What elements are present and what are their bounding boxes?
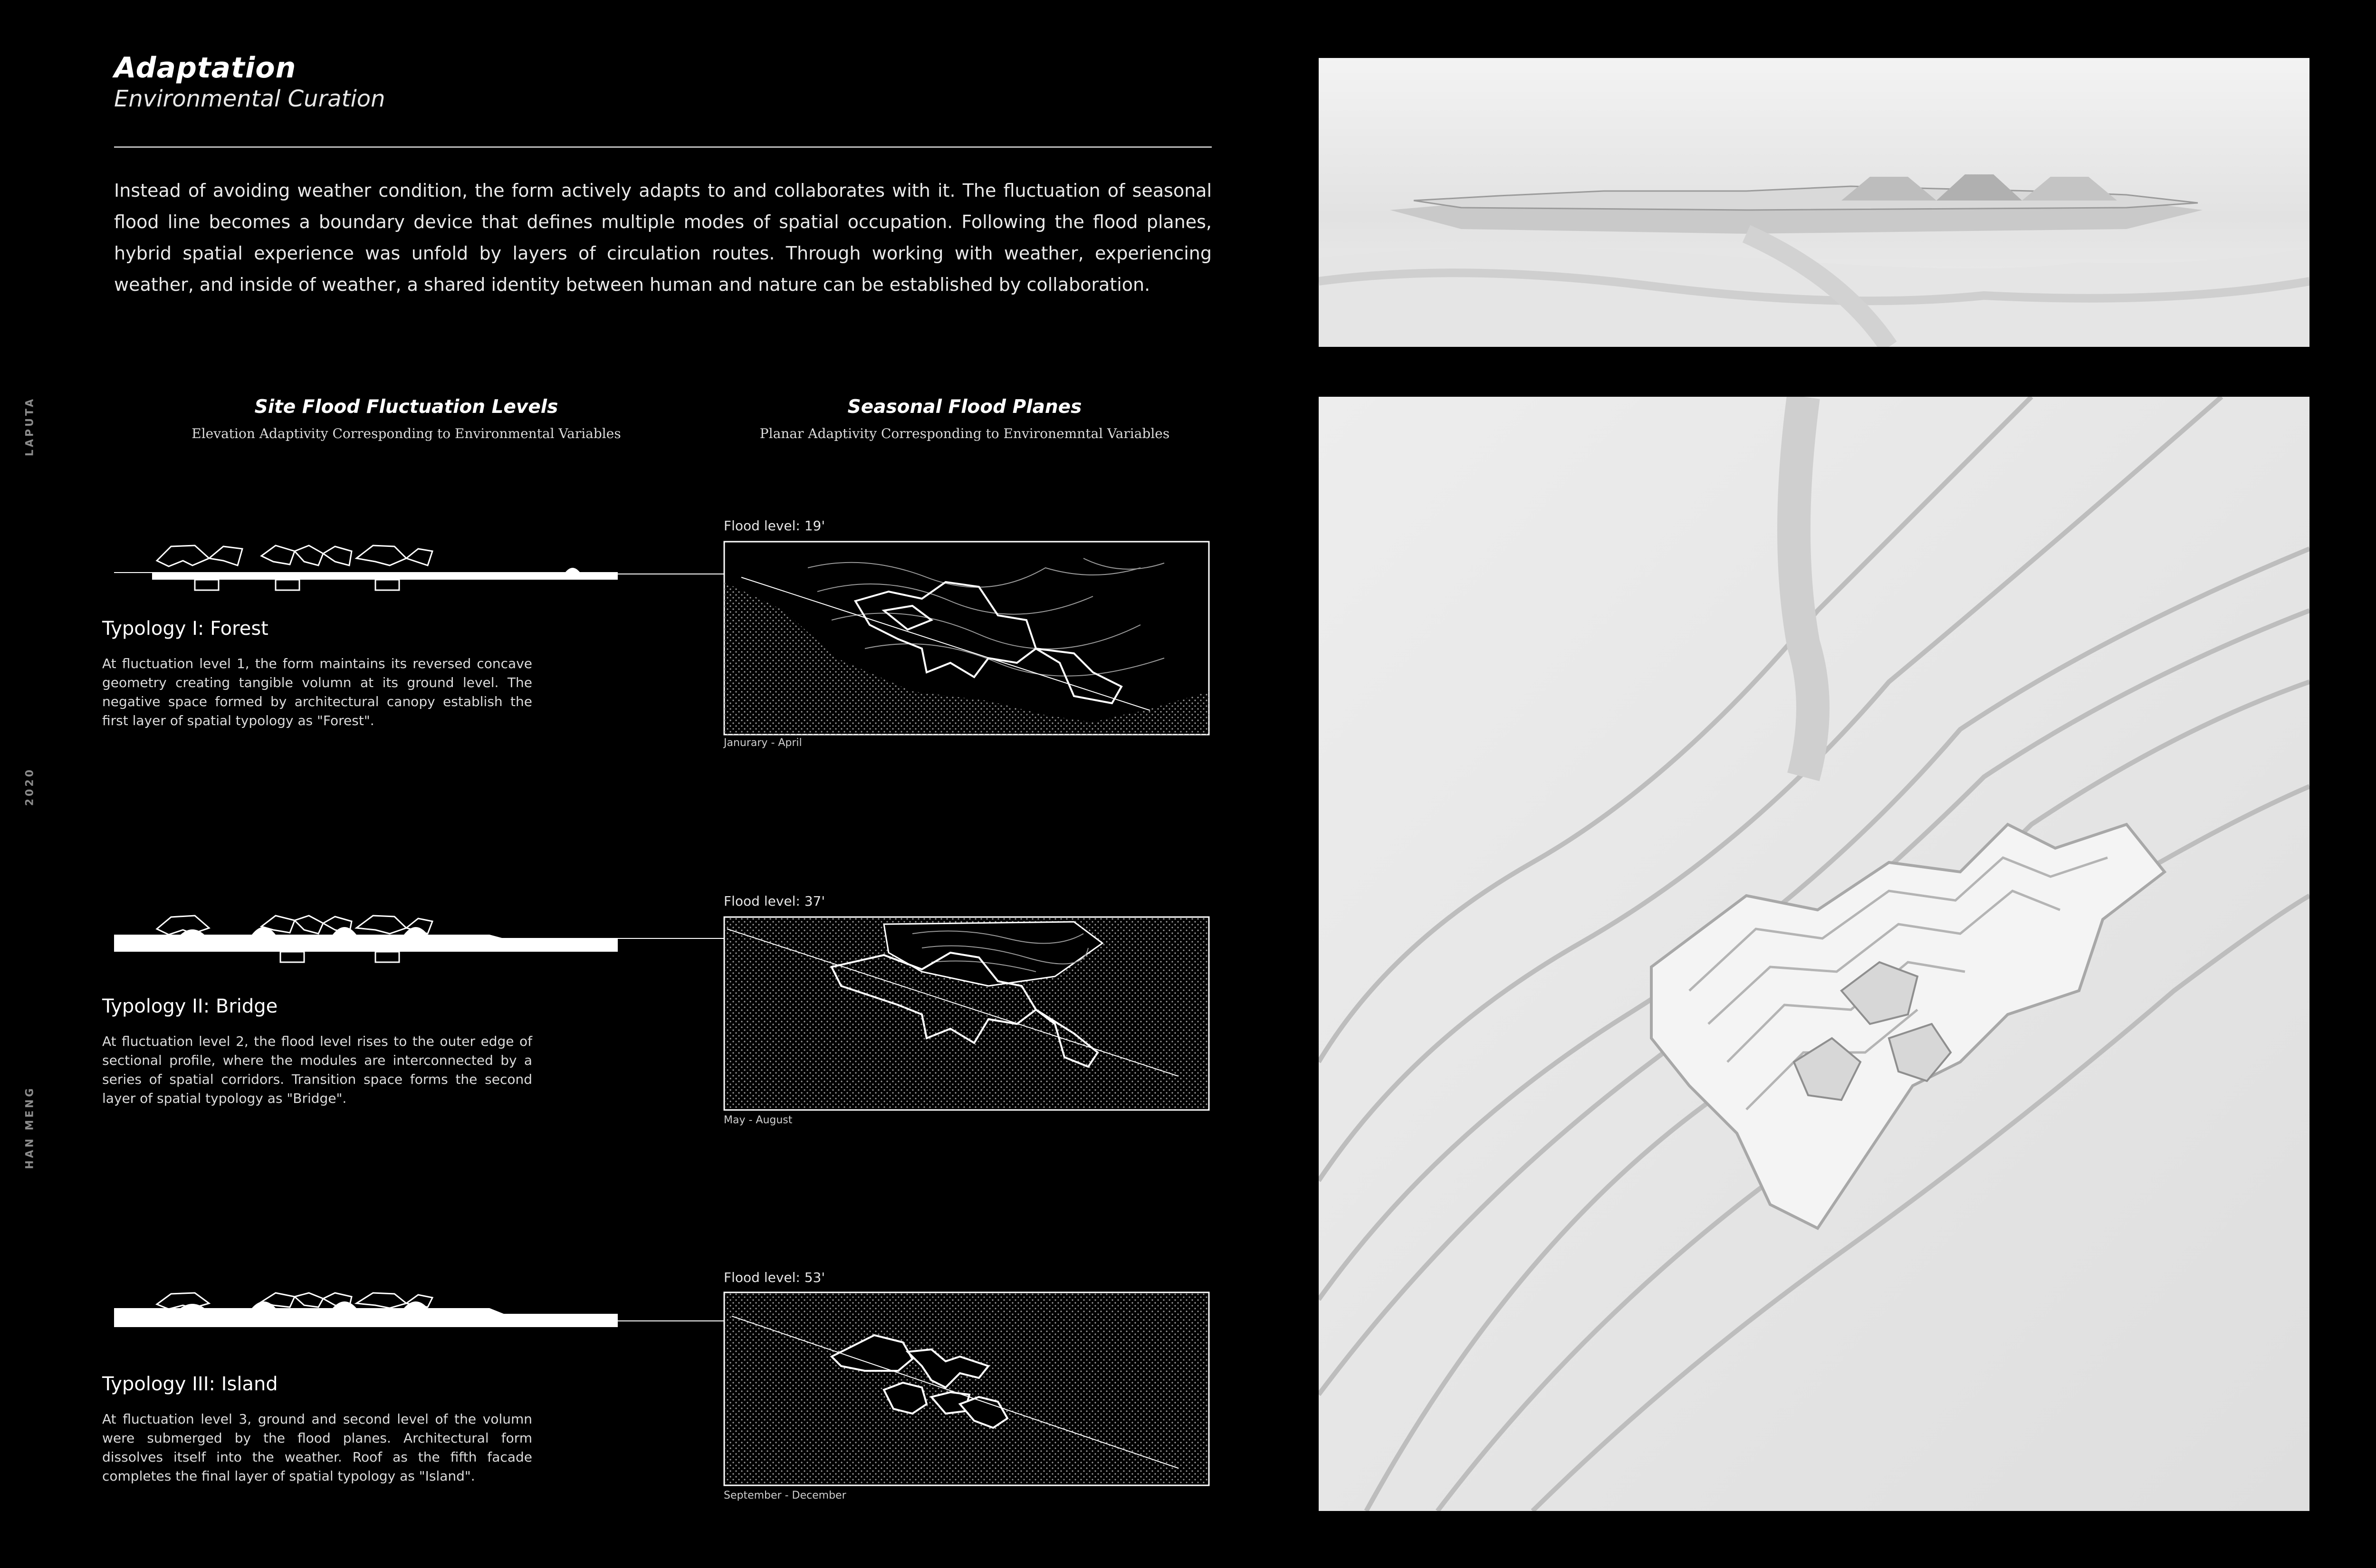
side-label-project: LAPUTA <box>24 396 36 457</box>
section-diagram-forest <box>109 532 637 599</box>
model-photo-plan <box>1319 397 2309 1511</box>
intro-paragraph: Instead of avoiding weather condition, the form actively adapts to and collaborates with it. The fluctuation of seasonal flood line becomes a boundary device that defines multiple modes of spatial occupation. Following the flood planes, hybrid spatial experience was unfold by layers of circulation routes. Through working with weather, experiencing weather, and inside of weather, a shared identity between human and nature can be established by collaboration. <box>114 180 1212 295</box>
section-diagram-island <box>109 1290 637 1357</box>
page-subtitle: Environmental Curation <box>114 86 385 112</box>
side-label-author: HAN MENG <box>24 1086 36 1169</box>
period-2: May - August <box>724 1114 793 1126</box>
left-column-subtitle: Elevation Adaptivity Corresponding to Environmental Variables <box>192 426 621 441</box>
flood-level-2: Flood level: 37' <box>724 893 825 909</box>
flood-level-1: Flood level: 19' <box>724 518 825 534</box>
period-3: September - December <box>724 1490 846 1501</box>
flood-level-3: Flood level: 53' <box>724 1270 825 1285</box>
side-label-year: 2020 <box>24 767 36 806</box>
section-diagram-bridge <box>109 910 637 976</box>
typology-3-body: At fluctuation level 3, ground and second level of the volumn were submerged by the flood planes. Architectural form dissolves itself into the weather. Roof as the fifth facade completes the final layer of spatial typology as "Island". <box>102 1411 532 1484</box>
flood-plane-diagram-2 <box>618 915 1212 1114</box>
typology-2-body: At fluctuation level 2, the flood level rises to the outer edge of sectional profile, where the modules are interconnected by a series of spatial corridors. Transition space forms the second layer of spatial typology as "Bridge". <box>102 1033 532 1106</box>
page-title: Adaptation <box>114 51 297 85</box>
model-photo-elevation <box>1319 58 2309 347</box>
typology-1-body: At fluctuation level 1, the form maintains its reversed concave geometry creating tangible volumn at its ground level. The negative space formed by architectural canopy establish the first layer of spatial typology as "Forest". <box>102 656 532 728</box>
right-column-title: Seasonal Flood Planes <box>847 396 1082 418</box>
period-1: Janurary - April <box>724 737 802 749</box>
typology-1-title: Typology I: Forest <box>102 618 268 640</box>
typology-2-title: Typology II: Bridge <box>102 995 278 1017</box>
typology-3-title: Typology III: Island <box>102 1373 278 1395</box>
left-column-title: Site Flood Fluctuation Levels <box>254 396 558 418</box>
title-divider <box>114 146 1212 148</box>
flood-plane-diagram-1 <box>618 539 1212 739</box>
flood-plane-diagram-3 <box>618 1290 1212 1490</box>
right-column-subtitle: Planar Adaptivity Corresponding to Environemntal Variables <box>759 426 1170 441</box>
